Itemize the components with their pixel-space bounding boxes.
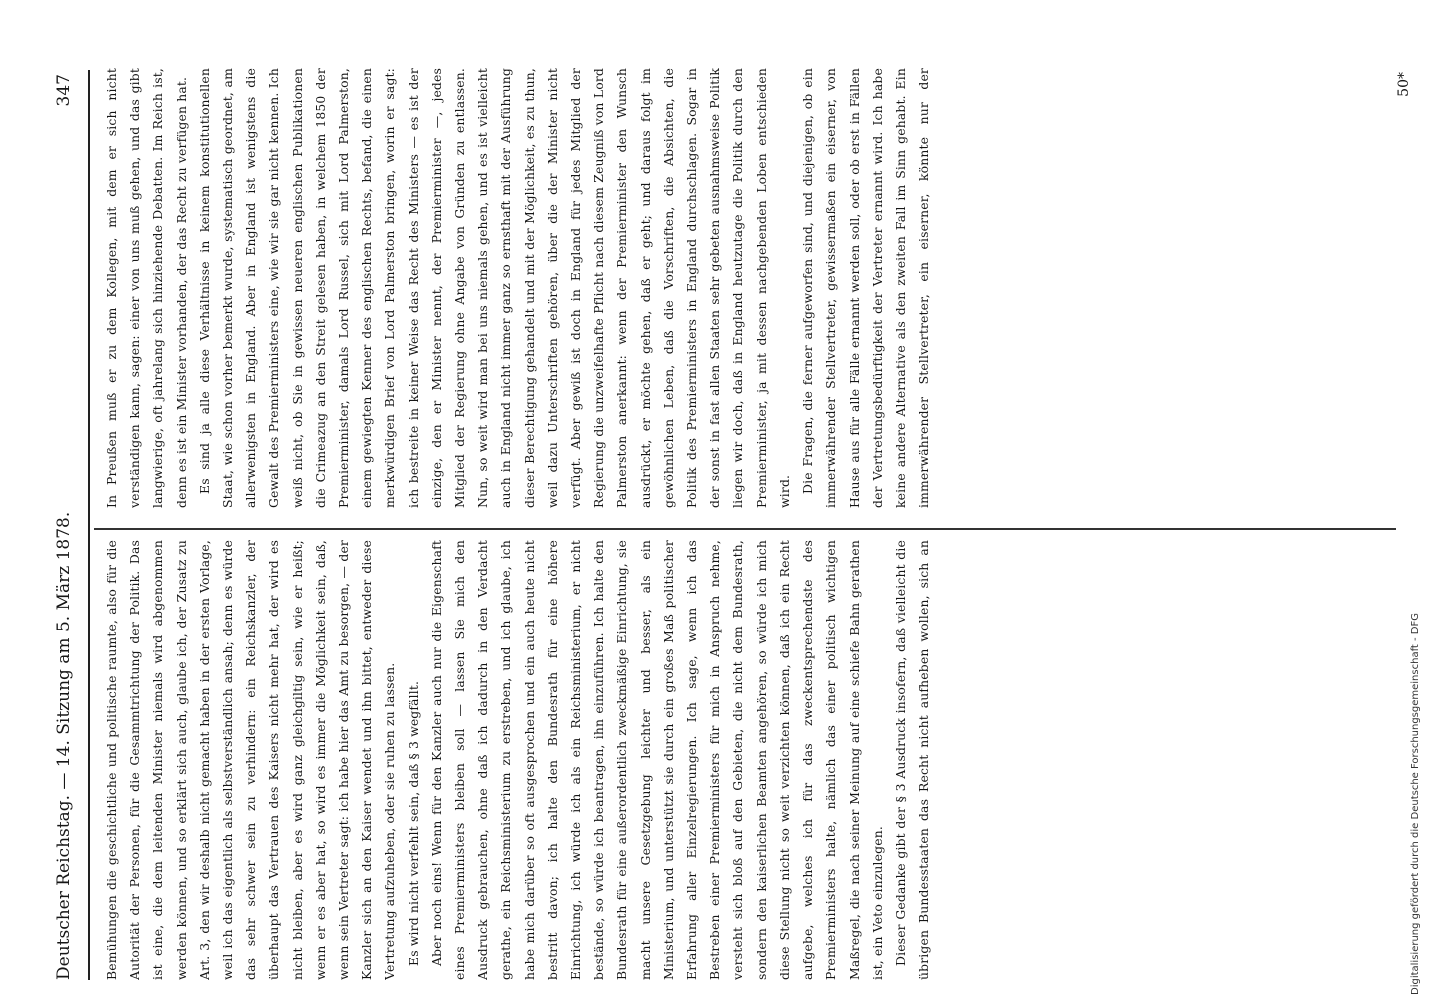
sheet-signature: 50* bbox=[1396, 72, 1412, 97]
running-header bbox=[54, 60, 84, 1000]
left-column bbox=[100, 540, 940, 980]
header-title: Deutscher Reichstag. — 14. Sitzung am 5. März 1878. bbox=[54, 511, 74, 980]
paragraph: Es wird nicht verfehlt sein, daß § 3 wegfällt. bbox=[405, 680, 421, 966]
rotated-page-content bbox=[50, 60, 1420, 1000]
paragraph: Dieser Gedanke gibt der § 3 Ausdruck insofern, daß vielleicht die übrigen Bundesstaaten das Recht nicht aufheben wollen, sich an bbox=[892, 540, 932, 980]
paragraph: Die Fragen, die ferner aufgeworfen sind, und diejenigen, ob ein immerwährender Stellvertreter, gewissermaßen ein eiserner, von Hause aus für alle Fälle ernannt werden soll, oder ob erst in Fällen der Vertretungsbedürftigkeit der Vertreter ernannt wird. Ich habe keine andere Alternative als den zweiten Fall im Sinn gehabt. Ein immerwährender Stellvertreter, ein eiserner, könnte nur der bbox=[800, 68, 932, 508]
digitization-credit: Digitalisierung gefördert durch die Deutsche Forschungsgemeinschaft - DFG bbox=[1410, 612, 1421, 995]
right-column bbox=[100, 68, 940, 508]
paragraph: Aber noch eins! Wenn für den Kanzler auch nur die Eigenschaft eines Premierministers bleiben soll — lassen Sie mich den Ausdruck gebrauchen, ohne daß ich dadurch in den Verdacht gerathe, ein Reichsministerium zu erstreben, und ich glaube, ich habe mich darüber so oft ausgesprochen und ein auch heute nicht bestritt davon; ich halte den Bundesrath für eine höhere Einrichtung, ich würde ich als ein Reichsministerium, er nicht bestände, so würde ich beantragen, ihn einzuführen. Ich halte den Bundesrath für eine außerordentlich zweckmäßige Einrichtung, sie macht unsere Gesetzgebung leichter und besser, als ein Ministerium, und unterstützt sie durch ein großes Maß politischer Erfahrung aller Einzelregierungen. Ich sage, wenn ich das Bestreben einer Premierministers für mich in Anspruch nehme, versteht sich bloß auf den Gebieten, die nicht dem Bundesrath, sondern den kaiserlichen Beamten angehören, so würde ich mich diese Stellung nicht so weit verzichten können, daß ich ein Recht aufgebe, welches ich für das zweckentsprechendste des Premierministers halte, nämlich das einer politisch wichtigen Maßregel, die nach seiner Meinung auf eine schiefe Bahn gerathen ist, ein Veto einzulegen. bbox=[428, 540, 885, 980]
paragraph: Bemühungen die geschichtliche und politische raumte, also für die Autorität der Personen, für die Gesammtrichtung der Politik. Das ist eine, die dem leitenden Minister niemals wird abgenommen werden können, und so erklärt sich auch, glaube ich, der Zusatz zu Art. 3, den wir deshalb nicht gemacht haben in der ersten Vorlage, weil ich das eigentlich als selbstverständlich ansah; denn es würde das sehr schwer sein zu verhindern: ein Reichskanzler, der überhaupt das Vertrauen des Kaisers nicht mehr hat, der wird es nicht bleiben, aber es wird ganz gleichgiltig sein, wie er heißt; wenn er es aber hat, so wird es immer die Möglichkeit sein, daß, wenn sein Vertreter sagt: ich habe hier das Amt zu besorgen, — der Kanzler sich an den Kaiser wendet und ihn bittet, entweder diese Vertretung aufzuheben, oder sie ruhen zu lassen. bbox=[104, 540, 398, 980]
page-number: 347 bbox=[54, 74, 74, 107]
header-rule bbox=[88, 70, 90, 980]
paragraph: Es sind ja alle diese Verhältnisse in keinem konstitutionellen Staat, wie schon vorher bemerkt wurde, systematisch geordnet, am allerwenigsten in England. Aber in England ist wenigstens die Gewalt des Premierministers eine, wie wir sie gar nicht kennen. Ich weiß nicht, ob Sie in gewissen neueren englischen Publikationen die Crimeazug an den Streit gelesen haben, in welchem 1850 der Premierminister, damals Lord Russel, sich mit Lord Palmerston, einem gewiegten Kenner des englischen Rechts, befand, die einen merkwürdigen Brief von Lord Palmerston bringen, worin er sagt: ich bestreite in keiner Weise das Recht des Ministers — es ist der einzige, den er Minister nennt, der Premierminister —, jedes Mitglied der Regierung ohne Angabe von Gründen zu entlassen. Nun, so weit wird man bei uns niemals gehen, und es ist vielleicht auch in England nicht immer ganz so ernsthaft mit der Ausführung dieser Berechtigung gehandelt und mit der Möglichkeit, es zu thun, weil dazu Unterschriften gehören, über die der Minister nicht verfügt. Aber gewiß ist doch in England für jedes Mitglied der Regierung die unzweifelhafte Pflicht nach diesem Zeugniß von Lord Palmerston anerkannt: wenn der Premierminister den Wunsch ausdrückt, er möchte gehen, daß er geht; und daraus folgt im gewöhnlichen Leben, daß die Vorschriften, die Absichten, die Politik des Premierministers in England durchschlagen. Sogar in der sonst in fast allen Staaten sehr gebeten ausnahmsweise Politik liegen wir doch, daß in England heutzutage die Politik durch den Premierminister, ja mit dessen nachgebenden Loben entschieden wird. bbox=[196, 68, 792, 508]
paragraph: In Preußen muß er zu dem Kollegen, mit dem er sich nicht verständigen kann, sagen: einer von uns muß gehen, und das gibt langwierige, oft jahrelang sich hinziehende Debatten. Im Reich ist, denn es ist ein Minister vorhanden, der das Recht zu verfügen hat. bbox=[104, 68, 189, 508]
column-divider bbox=[94, 529, 1396, 531]
